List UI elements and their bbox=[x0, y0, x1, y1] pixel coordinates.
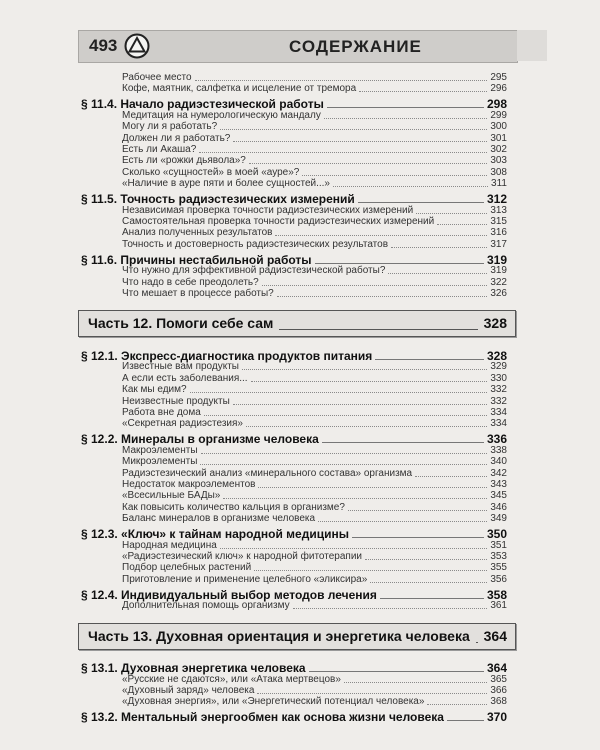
toc-leader bbox=[309, 671, 484, 672]
toc-item-page: 319 bbox=[490, 265, 507, 277]
toc-leader bbox=[254, 570, 487, 571]
toc-item-title: Работа вне дома bbox=[122, 407, 201, 418]
toc-item-title: Кофе, маятник, салфетка и исцеление от тремора bbox=[122, 83, 357, 95]
toc-item-title: Как мы едим? bbox=[122, 384, 187, 396]
toc-item-title: Могу ли я работать? bbox=[122, 121, 218, 133]
toc-item-page: 308 bbox=[490, 166, 507, 178]
toc-leader bbox=[220, 129, 487, 130]
toc-item bbox=[122, 227, 507, 238]
toc-section-title: § 12.1. Экспресс-диагностика продуктов питания bbox=[81, 348, 373, 363]
toc-part-page: 328 bbox=[483, 315, 507, 332]
toc-item-title: Самостоятельная проверка точности радиэстезических измерений bbox=[122, 216, 435, 227]
toc-item-title: «Духовный заряд» человека bbox=[122, 685, 255, 696]
toc-item-page: 301 bbox=[490, 132, 507, 144]
toc-item-page: 300 bbox=[490, 121, 507, 133]
toc-leader bbox=[324, 118, 487, 119]
toc-section-page: 358 bbox=[486, 587, 507, 602]
toc-item bbox=[122, 407, 507, 418]
toc-leader bbox=[190, 392, 488, 393]
toc-leader bbox=[365, 559, 487, 560]
toc-leader bbox=[375, 359, 484, 360]
toc-item-title: Макроэлементы bbox=[122, 444, 198, 456]
toc-item-title: «Русские не сдаются», или «Атака мертвецов» bbox=[122, 673, 341, 685]
toc-leader bbox=[352, 537, 484, 538]
toc-leader bbox=[275, 235, 487, 236]
toc-item-title: Приготовление и применение целебного «эликсира» bbox=[122, 573, 368, 585]
toc-item bbox=[122, 373, 507, 384]
toc-item-title: Подбор целебных растений bbox=[122, 562, 252, 574]
toc-leader bbox=[293, 608, 488, 609]
toc-item bbox=[122, 513, 507, 524]
toc-part-page: 364 bbox=[483, 627, 507, 644]
toc-leader bbox=[370, 582, 487, 583]
toc-leader bbox=[246, 426, 487, 427]
toc-item-page: 368 bbox=[490, 696, 507, 708]
toc-item-page: 302 bbox=[490, 144, 507, 155]
toc-leader bbox=[344, 682, 487, 683]
toc-item bbox=[122, 540, 507, 551]
toc-item-title: Что нужно для эффективной радиэстезической работы? bbox=[122, 265, 386, 277]
toc-item bbox=[122, 445, 507, 456]
toc-item-title: Известные вам продукты bbox=[122, 361, 239, 373]
toc-item bbox=[122, 551, 507, 562]
toc-item-title: Микроэлементы bbox=[122, 456, 198, 468]
toc-section-page: 370 bbox=[486, 710, 507, 725]
toc-item-page: 317 bbox=[490, 238, 507, 250]
toc-item-page: 356 bbox=[490, 573, 507, 585]
toc-item bbox=[122, 468, 507, 479]
toc-leader bbox=[251, 381, 488, 382]
toc-section-title: § 12.3. «Ключ» к тайнам народной медицины bbox=[81, 527, 349, 542]
toc-leader bbox=[220, 548, 487, 549]
toc-leader bbox=[242, 369, 487, 370]
toc-item bbox=[122, 72, 507, 83]
toc-item bbox=[122, 167, 507, 178]
toc-item bbox=[122, 600, 507, 611]
toc-item-page: 326 bbox=[490, 288, 507, 299]
toc-section-page: 350 bbox=[486, 527, 507, 542]
toc-part-title: Часть 13. Духовная ориентация и энергетика человека bbox=[88, 627, 470, 644]
toc-item-title: «Всесильные БАДы» bbox=[122, 490, 221, 502]
toc-item bbox=[122, 277, 507, 288]
toc-item-page: 316 bbox=[490, 227, 507, 239]
page-number: 493 bbox=[89, 36, 118, 55]
toc-item bbox=[122, 574, 507, 585]
toc-leader bbox=[201, 453, 488, 454]
toc-leader bbox=[233, 404, 488, 405]
toc-item bbox=[122, 685, 507, 696]
toc-leader bbox=[358, 202, 484, 203]
toc-part-heading bbox=[78, 310, 516, 337]
toc-item-title: Независимая проверка точности радиэстезических измерений bbox=[122, 204, 414, 216]
toc-item-page: 334 bbox=[490, 418, 507, 430]
toc-item-page: 299 bbox=[490, 109, 507, 121]
toc-part-leader bbox=[279, 329, 477, 330]
toc-section-title: § 11.5. Точность радиэстезических измерений bbox=[81, 192, 355, 207]
toc-leader bbox=[302, 175, 487, 176]
toc-part-leader bbox=[476, 642, 478, 643]
toc-item-title: Как повысить количество кальция в организме? bbox=[122, 501, 345, 513]
toc-item-page: 313 bbox=[490, 204, 507, 216]
toc-item-page: 315 bbox=[490, 216, 507, 227]
toc-leader bbox=[262, 285, 488, 286]
toc-leader bbox=[427, 704, 487, 705]
toc-leader bbox=[348, 510, 487, 511]
toc-item-page: 322 bbox=[490, 276, 507, 288]
toc-item-title: Анализ полученных результатов bbox=[122, 227, 273, 239]
toc-leader bbox=[388, 273, 487, 274]
toc-item-page: 340 bbox=[490, 456, 507, 468]
toc-item-title: Сколько «сущностей» в моей «ауре»? bbox=[122, 166, 300, 178]
toc-item-page: 296 bbox=[490, 83, 507, 95]
toc-leader bbox=[327, 107, 484, 108]
toc-section-page: 364 bbox=[486, 661, 507, 676]
toc-leader bbox=[322, 442, 484, 443]
toc-part-heading bbox=[78, 623, 516, 650]
toc-leader bbox=[204, 415, 488, 416]
toc-item-title: Недостаток макроэлементов bbox=[122, 479, 256, 490]
toc-item-page: 343 bbox=[490, 479, 507, 490]
toc-section-title: § 12.2. Минералы в организме человека bbox=[81, 432, 319, 447]
toc-leader bbox=[359, 91, 487, 92]
toc-leader bbox=[380, 598, 484, 599]
toc-item bbox=[122, 696, 507, 707]
toc-leader bbox=[391, 247, 487, 248]
toc-leader bbox=[257, 693, 487, 694]
toc-leader bbox=[199, 152, 487, 153]
toc-item bbox=[122, 216, 507, 227]
toc-item bbox=[122, 490, 507, 501]
toc-item-page: 366 bbox=[490, 685, 507, 696]
toc-item-title: Дополнительная помощь организму bbox=[122, 600, 290, 612]
toc-leader bbox=[249, 163, 487, 164]
toc-item bbox=[122, 178, 507, 189]
toc-item-title: «Радиэстезический ключ» к народной фитотерапии bbox=[122, 551, 362, 562]
page-title: СОДЕРЖАНИЕ bbox=[289, 37, 422, 56]
toc-section-page: 298 bbox=[486, 97, 507, 112]
toc-section-title: § 12.4. Индивидуальный выбор методов лечения bbox=[81, 587, 377, 602]
toc-item-page: 361 bbox=[490, 600, 507, 612]
toc-item-title: Что мешает в процессе работы? bbox=[122, 288, 274, 299]
toc-item-page: 338 bbox=[490, 444, 507, 456]
toc-item-title: Точность и достоверность радиэстезических результатов bbox=[122, 238, 389, 250]
toc-section-page: 312 bbox=[486, 192, 507, 207]
toc-item-page: 334 bbox=[490, 407, 507, 418]
toc-item-page: 332 bbox=[490, 395, 507, 407]
toc-leader bbox=[195, 80, 488, 81]
toc-item-page: 332 bbox=[490, 384, 507, 396]
toc-item bbox=[122, 133, 507, 144]
toc-leader bbox=[223, 498, 487, 499]
toc-item bbox=[122, 418, 507, 429]
toc-item-title: Что надо в себе преодолеть? bbox=[122, 276, 259, 288]
toc-leader bbox=[318, 521, 487, 522]
toc-section-title: § 13.1. Духовная энергетика человека bbox=[81, 661, 306, 676]
toc-leader bbox=[200, 464, 487, 465]
toc-item bbox=[122, 562, 507, 573]
toc-item bbox=[122, 239, 507, 250]
toc-item-page: 349 bbox=[490, 513, 507, 525]
toc-item-title: Радиэстезический анализ «минерального состава» организма bbox=[122, 467, 413, 479]
toc-item bbox=[122, 205, 507, 216]
toc-item-title: Баланс минералов в организме человека bbox=[122, 513, 316, 525]
toc-item-page: 351 bbox=[490, 539, 507, 551]
toc-section-page: 328 bbox=[486, 348, 507, 363]
toc-leader bbox=[333, 186, 488, 187]
toc-item-page: 365 bbox=[490, 673, 507, 685]
toc-item-title: Неизвестные продукты bbox=[122, 395, 230, 407]
toc-item-page: 303 bbox=[490, 155, 507, 167]
toc-leader bbox=[415, 476, 487, 477]
toc-item-title: Народная медицина bbox=[122, 539, 217, 551]
toc-leader bbox=[233, 141, 487, 142]
toc-item-title: Есть ли «рожки дьявола»? bbox=[122, 155, 246, 167]
toc-section bbox=[81, 710, 507, 724]
toc-item bbox=[122, 155, 507, 166]
toc-section-title: § 13.2. Ментальный энергообмен как основа жизни человека bbox=[81, 710, 444, 725]
toc-item bbox=[122, 361, 507, 372]
toc-item bbox=[122, 144, 507, 155]
toc-item-page: 346 bbox=[490, 501, 507, 513]
toc-item bbox=[122, 288, 507, 299]
toc-item-title: Есть ли Акаша? bbox=[122, 144, 197, 155]
toc-item bbox=[122, 674, 507, 685]
toc-item bbox=[122, 110, 507, 121]
toc-section-title: § 11.4. Начало радиэстезической работы bbox=[81, 97, 324, 112]
toc-item bbox=[122, 396, 507, 407]
toc-item bbox=[122, 83, 507, 94]
toc-item-title: «Духовная энергия», или «Энергетический потенциал человека» bbox=[122, 696, 425, 708]
toc-item-page: 355 bbox=[490, 562, 507, 574]
toc-section-page: 336 bbox=[486, 432, 507, 447]
toc-item bbox=[122, 456, 507, 467]
toc-leader bbox=[447, 720, 484, 721]
toc-leader bbox=[258, 487, 487, 488]
toc-item bbox=[122, 265, 507, 276]
toc-item bbox=[122, 479, 507, 490]
toc-item bbox=[122, 121, 507, 132]
toc-item-page: 329 bbox=[490, 361, 507, 373]
toc-item-title: Медитация на нумерологическую мандалу bbox=[122, 109, 321, 121]
toc-leader bbox=[315, 263, 484, 264]
toc-item-title: Рабочее место bbox=[122, 72, 192, 83]
toc-section-title: § 11.6. Причины нестабильной работы bbox=[81, 252, 312, 267]
toc-item-page: 342 bbox=[490, 467, 507, 479]
toc-item-page: 353 bbox=[490, 551, 507, 562]
toc-item-title: «Секретная радиэстезия» bbox=[122, 418, 243, 430]
toc-item-page: 295 bbox=[490, 72, 507, 83]
toc-item-page: 311 bbox=[491, 178, 507, 190]
toc-leader bbox=[437, 224, 487, 225]
toc-item-page: 345 bbox=[490, 490, 507, 502]
toc-leader bbox=[416, 213, 487, 214]
toc-item-title: А если есть заболевания... bbox=[122, 372, 248, 384]
toc-section-page: 319 bbox=[486, 252, 507, 267]
toc-item bbox=[122, 384, 507, 395]
toc-item bbox=[122, 502, 507, 513]
toc-item-title: «Наличие в ауре пяти и более сущностей...» bbox=[122, 178, 330, 190]
toc-item-title: Должен ли я работать? bbox=[122, 132, 231, 144]
toc-leader bbox=[277, 296, 488, 297]
toc-item-page: 330 bbox=[490, 372, 507, 384]
toc-part-title: Часть 12. Помоги себе сам bbox=[88, 315, 274, 332]
